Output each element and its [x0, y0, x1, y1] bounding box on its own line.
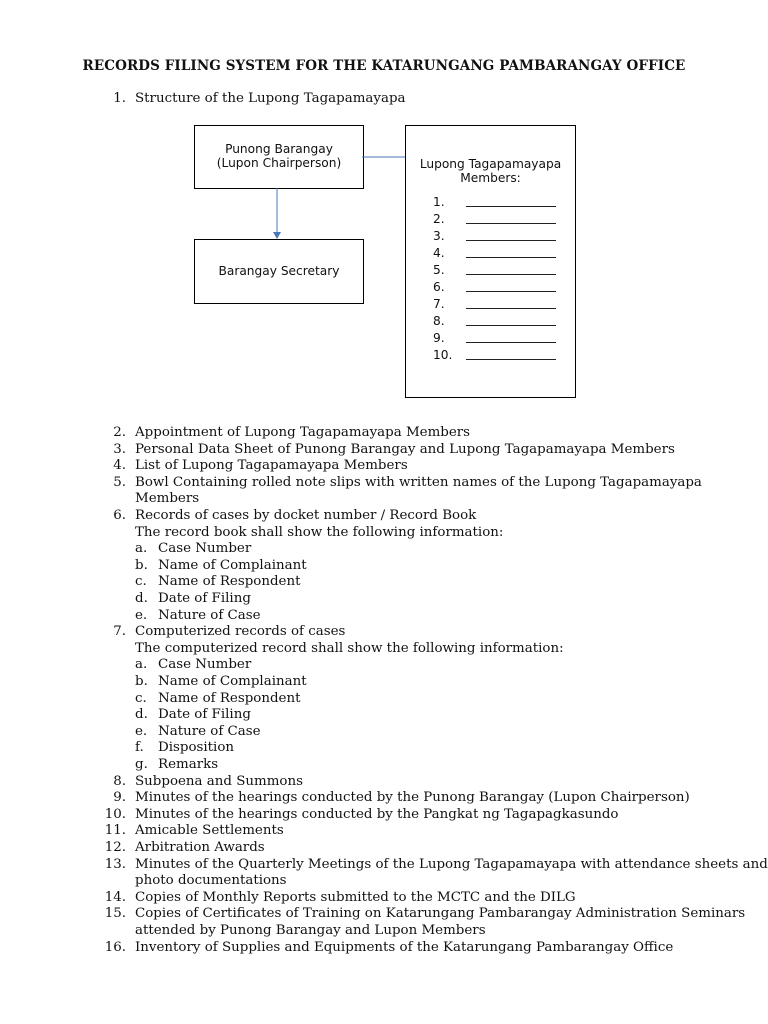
sub-list-item: [100, 740, 700, 757]
member-number: 8.: [433, 314, 445, 328]
barangay-secretary-label: Barangay Secretary: [218, 264, 340, 278]
list-item-text: The record book shall show the following information:: [135, 524, 504, 540]
sub-list-item: [100, 574, 700, 591]
list-item: [100, 425, 700, 442]
list-item-number: c.: [135, 574, 147, 590]
lupon-members-sublabel: Members:: [460, 171, 521, 185]
list-item: [100, 475, 700, 492]
list-item-number: e.: [135, 723, 148, 739]
list-item-text: Name of Complainant: [158, 557, 307, 573]
list-item-number: 5.: [113, 474, 126, 490]
sub-list-item: [100, 724, 700, 741]
sub-list-item: [100, 657, 700, 674]
list-item-text: Case Number: [158, 541, 252, 557]
list-item-text: Minutes of the hearings conducted by the Punong Barangay (Lupon Chairperson): [135, 790, 690, 806]
list-item-number: 13.: [104, 856, 126, 872]
list-item-number: 15.: [104, 906, 126, 922]
list-item: [100, 525, 700, 542]
list-item: [100, 790, 700, 807]
member-number: 10.: [433, 348, 453, 362]
list-item-number: d.: [135, 707, 148, 723]
list-item-number: c.: [135, 690, 147, 706]
list-item: [100, 940, 700, 957]
sub-list-item: [100, 591, 700, 608]
list-item-text: Records of cases by docket number / Record Book: [135, 508, 477, 523]
list-item-text: Copies of Certificates of Training on Katarungang Pambarangay Administration Seminars: [135, 906, 746, 922]
list-item: [100, 873, 700, 890]
sub-list-item: [100, 674, 700, 691]
list-item-text: Personal Data Sheet of Punong Barangay and Lupong Tagapamayapa Members: [135, 441, 675, 457]
list-item: [100, 641, 700, 658]
list-item-text: Inventory of Supplies and Equipments of the Katarungang Pambarangay Office: [135, 939, 674, 955]
list-item-number: a.: [135, 541, 148, 557]
list-item-number: 3.: [113, 441, 126, 457]
member-number: 6.: [433, 280, 445, 294]
list-item-number: 1.: [113, 91, 126, 106]
list-item: [100, 491, 700, 508]
list-item-number: a.: [135, 657, 148, 673]
list-item-text: Members: [135, 491, 200, 507]
list-item-text: Arbitration Awards: [135, 840, 265, 855]
list-item-text: The computerized record shall show the following information:: [135, 640, 564, 656]
sub-list-item: [100, 541, 700, 558]
punong-barangay-sublabel: (Lupon Chairperson): [216, 156, 342, 170]
list-item: [100, 906, 746, 923]
list-item-number: 2.: [113, 425, 126, 440]
list-item-text: Date of Filing: [158, 591, 251, 606]
list-item-text: Nature of Case: [158, 607, 261, 623]
list-item: [100, 442, 700, 459]
member-number: 9.: [433, 331, 445, 345]
list-item-number: 7.: [113, 624, 126, 640]
list-item-text: Case Number: [158, 657, 252, 673]
list-item: [100, 807, 700, 824]
list-item-number: 4.: [113, 458, 126, 474]
list-item-number: 6.: [113, 508, 126, 523]
list-item-number: 11.: [104, 823, 126, 839]
lupon-members-label: Lupong Tagapamayapa: [419, 157, 562, 171]
list-item-text: Nature of Case: [158, 723, 261, 739]
member-number: 5.: [433, 263, 445, 277]
list-item: [100, 458, 700, 475]
list-item-text: Name of Respondent: [158, 574, 301, 590]
list-item-text: List of Lupong Tagapamayapa Members: [135, 458, 408, 474]
arrow-down-icon: [273, 232, 281, 239]
list-item-number: f.: [135, 740, 144, 756]
list-item: [100, 923, 700, 940]
list-item-number: g.: [135, 757, 148, 772]
member-number: 7.: [433, 297, 445, 311]
list-item-text: Computerized records of cases: [135, 624, 346, 640]
list-item-text: Name of Complainant: [158, 674, 307, 689]
list-item-text: Bowl Containing rolled note slips with written names of the Lupong Tagapamayapa: [135, 474, 702, 490]
list-item-text: Minutes of the Quarterly Meetings of the Lupong Tagapamayapa with attendance sheets and: [135, 856, 768, 872]
member-number: 3.: [433, 229, 445, 243]
list-item-number: 12.: [104, 840, 126, 855]
list-item-number: b.: [135, 674, 148, 689]
list-item-number: e.: [135, 607, 148, 623]
list-item-number: 10.: [104, 806, 126, 822]
list-item-text: attended by Punong Barangay and Lupon Members: [135, 923, 486, 938]
member-number: 4.: [433, 246, 445, 260]
list-item: [100, 823, 700, 840]
list-item: [100, 890, 700, 907]
sub-list-item: [100, 691, 700, 708]
list-item-text: Disposition: [158, 740, 235, 756]
member-number: 2.: [433, 212, 445, 226]
list-item-number: b.: [135, 557, 148, 573]
list-item-number: 14.: [104, 889, 126, 905]
sub-list-item: [100, 707, 700, 724]
sub-list-item: [100, 608, 700, 625]
member-number: 1.: [433, 195, 445, 209]
list-item-text: Amicable Settlements: [135, 823, 284, 839]
list-item-text: Date of Filing: [158, 707, 251, 723]
list-item-text: Appointment of Lupong Tagapamayapa Members: [135, 425, 471, 440]
list-item-text: photo documentations: [135, 873, 287, 889]
list-item: [100, 508, 700, 525]
list-item-text: Name of Respondent: [158, 690, 301, 706]
list-item-text: Structure of the Lupong Tagapamayapa: [135, 91, 406, 106]
diagram-connectors: [0, 0, 768, 420]
list-item: [100, 856, 768, 874]
list-item-text: Subpoena and Summons: [135, 773, 303, 789]
list-item-number: d.: [135, 591, 148, 606]
sub-list-item: [100, 558, 700, 575]
list-item: [100, 840, 700, 857]
list-item-number: 9.: [113, 790, 126, 806]
list-item: [100, 774, 700, 791]
list-item-text: Minutes of the hearings conducted by the Pangkat ng Tagapagkasundo: [135, 806, 619, 822]
sub-list-item: [100, 757, 700, 774]
document-title: RECORDS FILING SYSTEM FOR THE KATARUNGANG PAMBARANGAY OFFICE: [82, 58, 686, 74]
punong-barangay-label: Punong Barangay: [225, 142, 333, 156]
list-item-text: Remarks: [158, 757, 219, 772]
list-item-number: 16.: [104, 939, 126, 955]
list-item-text: Copies of Monthly Reports submitted to the MCTC and the DILG: [135, 889, 576, 905]
list-item-number: 8.: [113, 773, 126, 789]
list-item: [100, 624, 700, 641]
